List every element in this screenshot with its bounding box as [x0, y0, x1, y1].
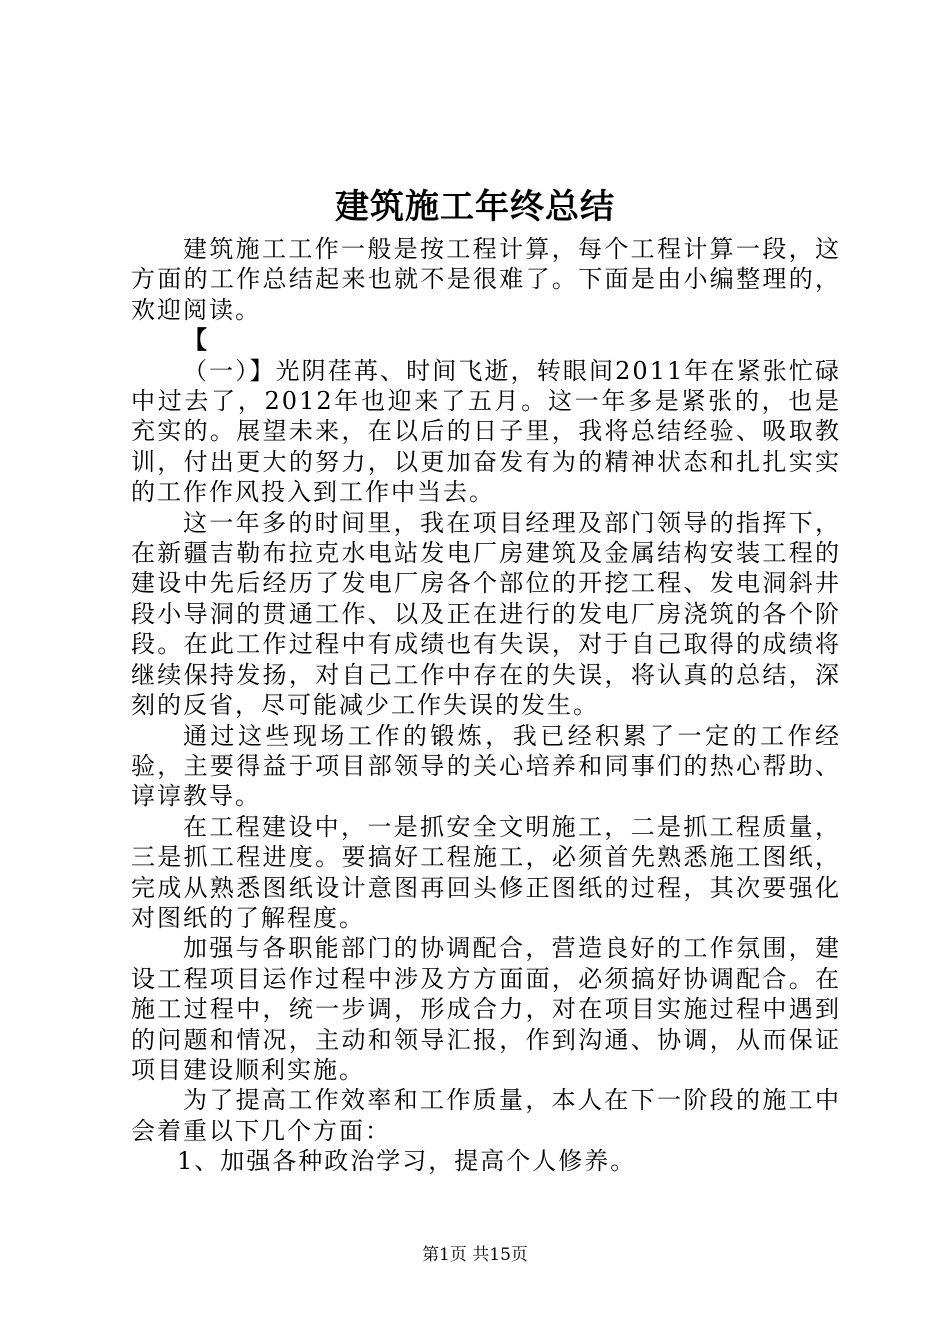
- paragraph-1: （一）】光阴荏苒、时间飞逝，转眼间2011年在紧张忙碌中过去了，2012年也迎来了五月。这一年多是紧张的，也是充实的。展望未来，在以后的日子里，我将总结经验、吸取教训，付出更大的努力，以更加奋发有为的精神状态和扎扎实实的工作作风投入到工作中当去。: [131, 356, 841, 507]
- intro-paragraph: 建筑施工工作一般是按工程计算，每个工程计算一段，这方面的工作总结起来也就不是很难了。下面是由小编整理的，欢迎阅读。: [131, 235, 841, 324]
- document-title: 建筑施工年终总结: [335, 187, 615, 227]
- bracket-line: 【: [183, 325, 209, 355]
- list-item-1: 1、加强各种政治学习，提高个人修养。: [177, 1147, 637, 1176]
- paragraph-3: 通过这些现场工作的锻炼，我已经积累了一定的工作经验，主要得益于项目部领导的关心培养和同事们的热心帮助、谆谆教导。: [131, 721, 841, 811]
- document-body: [131, 234, 841, 1177]
- paragraph-2: 这一年多的时间里，我在项目经理及部门领导的指挥下，在新疆吉勒布拉克水电站发电厂房建筑及金属结构安装工程的建设中先后经历了发电厂房各个部位的开挖工程、发电洞斜井段小导洞的贯通工作、以及正在进行的发电厂房浇筑的各个阶段。在此工作过程中有成绩也有失误，对于自己取得的成绩将继续保持发扬，对自己工作中存在的失误，将认真的总结，深刻的反省，尽可能减少工作失误的发生。: [131, 508, 841, 720]
- paragraph-6: 为了提高工作效率和工作质量，本人在下一阶段的施工中会着重以下几个方面：: [131, 1086, 841, 1145]
- page-number: 第1页 共15页: [422, 1245, 528, 1265]
- paragraph-4: 在工程建设中，一是抓安全文明施工，二是抓工程质量，三是抓工程进度。要搞好工程施工，必须首先熟悉施工图纸，完成从熟悉图纸设计意图再回头修正图纸的过程，其次要强化对图纸的了解程度。: [131, 812, 841, 932]
- paragraph-5: 加强与各职能部门的协调配合，营造良好的工作氛围，建设工程项目运作过程中涉及方方面面，必须搞好协调配合。在施工过程中，统一步调，形成合力，对在项目实施过程中遇到的问题和情况，主动和领导汇报，作到沟通、协调，从而保证项目建设顺利实施。: [131, 934, 841, 1084]
